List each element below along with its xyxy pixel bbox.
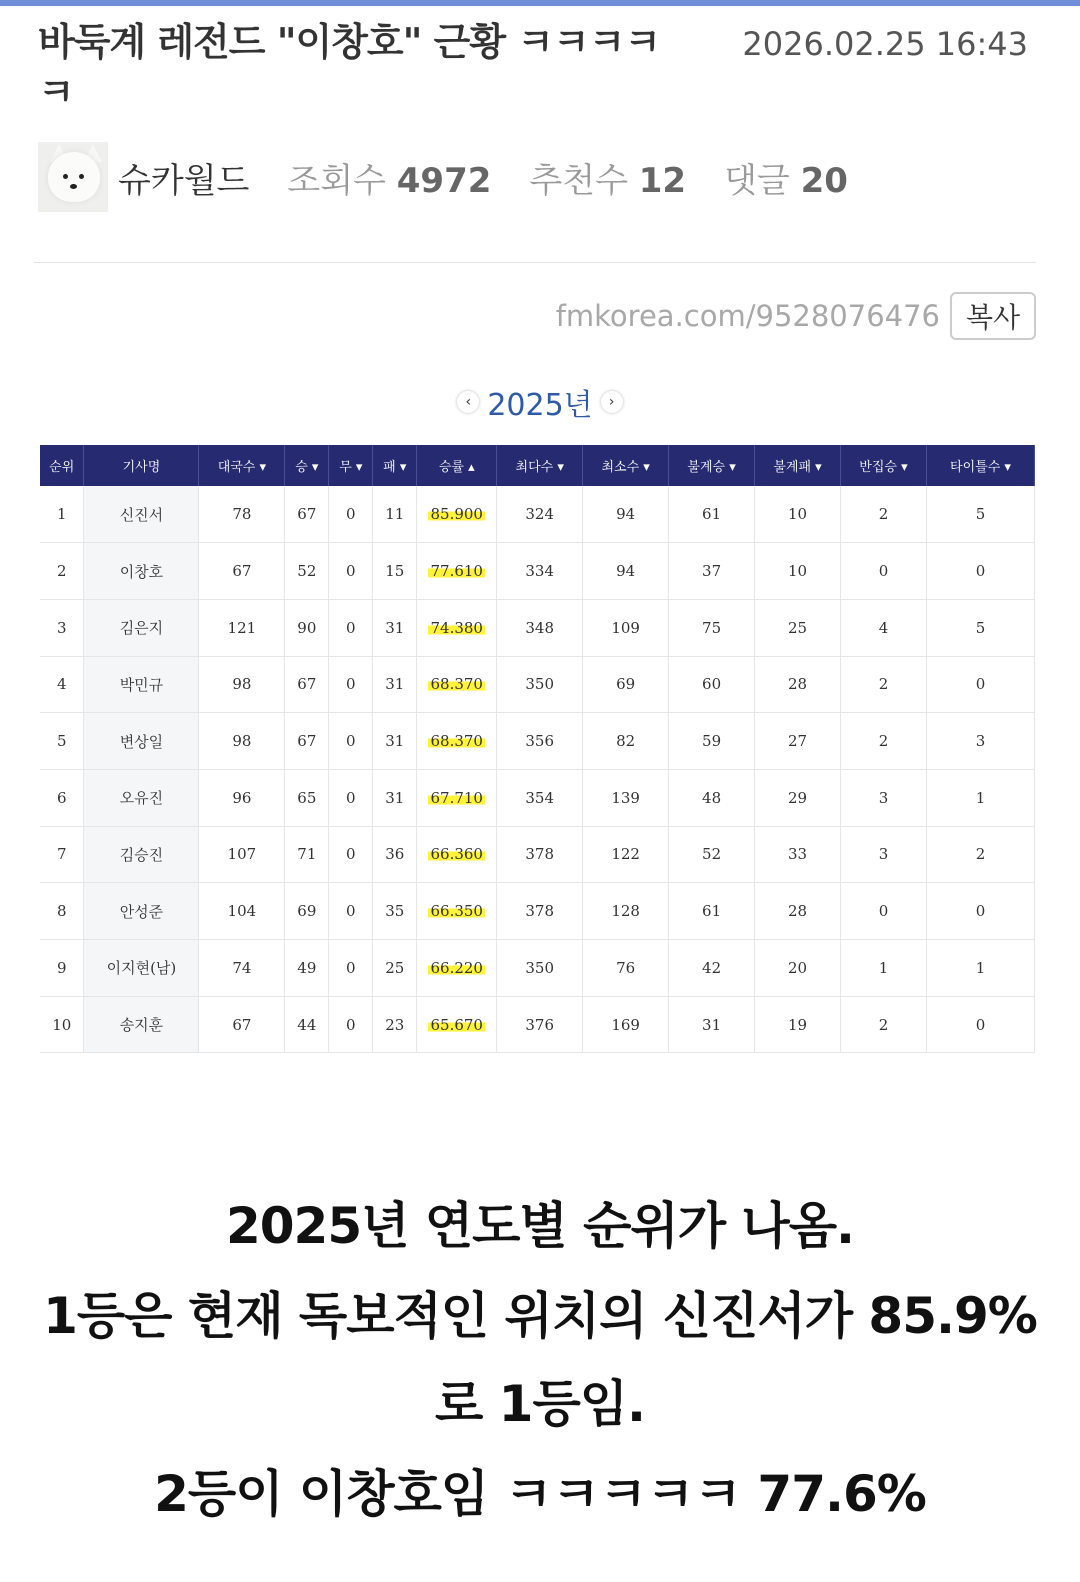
table-cell: 169 xyxy=(583,996,669,1053)
table-cell: 67 xyxy=(285,486,329,543)
table-cell: 7 xyxy=(40,826,84,883)
player-name[interactable]: 박민규 xyxy=(84,656,199,713)
table-cell: 6 xyxy=(40,769,84,826)
win-rate-highlight: 68.370 xyxy=(430,732,483,751)
table-cell: 0 xyxy=(329,940,373,997)
win-rate-highlight: 67.710 xyxy=(430,788,483,807)
post-url[interactable]: fmkorea.com/9528076476 xyxy=(555,299,940,333)
table-cell: 76 xyxy=(583,940,669,997)
table-cell: 1 xyxy=(40,486,84,543)
table-cell: 4 xyxy=(40,656,84,713)
table-cell: 2 xyxy=(926,826,1034,883)
table-row xyxy=(40,826,1035,883)
table-cell: 23 xyxy=(373,996,417,1053)
table-cell xyxy=(417,883,497,940)
next-year-icon[interactable]: › xyxy=(601,391,623,413)
table-cell: 31 xyxy=(373,713,417,770)
table-cell: 15 xyxy=(373,543,417,600)
table-cell: 0 xyxy=(841,543,927,600)
divider xyxy=(34,262,1036,263)
table-cell: 354 xyxy=(497,769,583,826)
table-cell: 10 xyxy=(755,486,841,543)
table-cell: 1 xyxy=(926,769,1034,826)
table-cell: 376 xyxy=(497,996,583,1053)
table-cell: 42 xyxy=(669,940,755,997)
table-cell: 3 xyxy=(40,599,84,656)
table-cell: 69 xyxy=(285,883,329,940)
player-name[interactable]: 이창호 xyxy=(84,543,199,600)
table-cell: 139 xyxy=(583,769,669,826)
player-name[interactable]: 김승진 xyxy=(84,826,199,883)
table-header-row xyxy=(40,445,1035,486)
table-cell: 0 xyxy=(329,656,373,713)
table-cell: 20 xyxy=(755,940,841,997)
recommend-stat: 추천수 12 xyxy=(529,160,687,201)
caption-line-1: 2025년 연도별 순위가 나옴. xyxy=(225,1197,855,1255)
table-row xyxy=(40,883,1035,940)
table-row xyxy=(40,599,1035,656)
column-header: 기사명 xyxy=(84,445,199,486)
table-cell: 0 xyxy=(926,656,1034,713)
table-cell: 19 xyxy=(755,996,841,1053)
table-cell xyxy=(417,543,497,600)
table-cell: 2 xyxy=(841,656,927,713)
table-cell: 5 xyxy=(926,486,1034,543)
table-cell: 90 xyxy=(285,599,329,656)
table-cell: 94 xyxy=(583,486,669,543)
table-cell: 0 xyxy=(329,826,373,883)
table-cell: 36 xyxy=(373,826,417,883)
table-cell xyxy=(417,656,497,713)
table-cell: 2 xyxy=(40,543,84,600)
post-date: 2026.02.25 16:43 xyxy=(742,25,1028,63)
table-cell: 104 xyxy=(199,883,285,940)
table-cell: 28 xyxy=(755,656,841,713)
win-rate-highlight: 77.610 xyxy=(430,562,483,581)
table-cell: 98 xyxy=(199,656,285,713)
player-name[interactable]: 김은지 xyxy=(84,599,199,656)
table-row xyxy=(40,940,1035,997)
table-cell: 5 xyxy=(40,713,84,770)
comments-stat[interactable]: 댓글 20 xyxy=(724,160,848,201)
table-cell: 67 xyxy=(285,656,329,713)
player-name[interactable]: 변상일 xyxy=(84,713,199,770)
table-cell: 27 xyxy=(755,713,841,770)
table-cell: 378 xyxy=(497,826,583,883)
table-cell: 31 xyxy=(373,599,417,656)
author-avatar[interactable] xyxy=(38,142,108,212)
table-cell: 28 xyxy=(755,883,841,940)
table-cell: 35 xyxy=(373,883,417,940)
table-cell: 356 xyxy=(497,713,583,770)
table-cell: 31 xyxy=(373,656,417,713)
table-cell: 49 xyxy=(285,940,329,997)
post-title-text: 바둑계 레전드 "이창호" 근황 ㅋㅋㅋㅋ xyxy=(38,20,661,64)
table-cell: 25 xyxy=(755,599,841,656)
column-header[interactable]: 승률 ▴ xyxy=(417,445,497,486)
table-cell: 109 xyxy=(583,599,669,656)
post-meta xyxy=(38,142,1038,212)
table-row xyxy=(40,543,1035,600)
table-cell: 10 xyxy=(40,996,84,1053)
post-url-row xyxy=(556,292,1036,340)
post-title-continuation: ㅋ xyxy=(38,70,75,114)
table-cell: 0 xyxy=(329,599,373,656)
table-cell: 4 xyxy=(841,599,927,656)
table-cell: 378 xyxy=(497,883,583,940)
table-cell: 0 xyxy=(329,543,373,600)
table-cell: 0 xyxy=(329,713,373,770)
table-cell: 37 xyxy=(669,543,755,600)
win-rate-highlight: 66.220 xyxy=(430,958,483,977)
column-header[interactable]: 대국수 ▾ xyxy=(199,445,285,486)
column-header[interactable]: 타이틀수 ▾ xyxy=(926,445,1034,486)
table-cell: 0 xyxy=(329,883,373,940)
column-header[interactable]: 불계승 ▾ xyxy=(669,445,755,486)
table-cell: 31 xyxy=(669,996,755,1053)
win-rate-highlight: 68.370 xyxy=(430,675,483,694)
table-cell: 74 xyxy=(199,940,285,997)
table-cell: 128 xyxy=(583,883,669,940)
column-header[interactable]: 최다수 ▾ xyxy=(497,445,583,486)
table-cell: 98 xyxy=(199,713,285,770)
table-cell: 29 xyxy=(755,769,841,826)
table-cell xyxy=(417,486,497,543)
table-cell: 61 xyxy=(669,883,755,940)
caption-line-4: 2등이 이창호임 ㅋㅋㅋㅋㅋ 77.6% xyxy=(154,1465,926,1523)
table-cell: 0 xyxy=(841,883,927,940)
table-cell: 31 xyxy=(373,769,417,826)
table-cell: 69 xyxy=(583,656,669,713)
table-cell: 0 xyxy=(926,996,1034,1053)
table-cell: 0 xyxy=(329,486,373,543)
table-cell: 3 xyxy=(841,826,927,883)
table-cell: 10 xyxy=(755,543,841,600)
table-cell: 1 xyxy=(926,940,1034,997)
post-title xyxy=(38,18,1038,118)
table-row xyxy=(40,656,1035,713)
table-cell: 61 xyxy=(669,486,755,543)
table-cell: 3 xyxy=(926,713,1034,770)
player-name[interactable]: 신진서 xyxy=(84,486,199,543)
views-stat: 조회수 4972 xyxy=(287,160,492,201)
table-row xyxy=(40,996,1035,1053)
table-cell: 25 xyxy=(373,940,417,997)
table-cell: 60 xyxy=(669,656,755,713)
table-cell xyxy=(417,769,497,826)
table-cell: 65 xyxy=(285,769,329,826)
table-cell: 82 xyxy=(583,713,669,770)
table-cell: 2 xyxy=(841,996,927,1053)
table-cell: 348 xyxy=(497,599,583,656)
year-navigation xyxy=(0,380,1080,424)
table-cell xyxy=(417,940,497,997)
table-cell: 96 xyxy=(199,769,285,826)
table-cell: 324 xyxy=(497,486,583,543)
player-name[interactable]: 오유진 xyxy=(84,769,199,826)
table-cell: 334 xyxy=(497,543,583,600)
win-rate-highlight: 66.350 xyxy=(430,902,483,921)
table-cell: 67 xyxy=(285,713,329,770)
year-label: 2025년 xyxy=(487,388,593,423)
player-name[interactable]: 송지훈 xyxy=(84,996,199,1053)
caption-line-2: 1등은 현재 독보적인 위치의 신진서가 85.9% xyxy=(43,1287,1037,1345)
table-cell: 0 xyxy=(926,883,1034,940)
win-rate-highlight: 85.900 xyxy=(430,505,483,524)
prev-year-icon[interactable]: ‹ xyxy=(457,391,479,413)
table-cell: 5 xyxy=(926,599,1034,656)
author-name[interactable]: 슈카월드 xyxy=(118,160,250,201)
table-cell: 59 xyxy=(669,713,755,770)
table-cell: 94 xyxy=(583,543,669,600)
table-cell: 1 xyxy=(841,940,927,997)
column-header[interactable]: 무 ▾ xyxy=(329,445,373,486)
table-cell: 44 xyxy=(285,996,329,1053)
table-cell: 8 xyxy=(40,883,84,940)
table-cell: 2 xyxy=(841,486,927,543)
table-cell: 67 xyxy=(199,543,285,600)
win-rate-highlight: 74.380 xyxy=(430,618,483,637)
column-header[interactable]: 패 ▾ xyxy=(373,445,417,486)
table-row xyxy=(40,769,1035,826)
table-cell: 0 xyxy=(926,543,1034,600)
top-accent-bar xyxy=(0,0,1080,6)
column-header: 순위 xyxy=(40,445,84,486)
table-cell: 75 xyxy=(669,599,755,656)
table-cell: 78 xyxy=(199,486,285,543)
copy-url-button[interactable]: 복사 xyxy=(950,292,1036,340)
table-cell: 67 xyxy=(199,996,285,1053)
win-rate-highlight: 65.670 xyxy=(430,1015,483,1034)
column-header[interactable]: 승 ▾ xyxy=(285,445,329,486)
table-cell: 121 xyxy=(199,599,285,656)
table-cell: 52 xyxy=(669,826,755,883)
table-cell: 71 xyxy=(285,826,329,883)
table-body xyxy=(40,486,1035,1053)
table-row xyxy=(40,486,1035,543)
table-row xyxy=(40,713,1035,770)
table-cell: 2 xyxy=(841,713,927,770)
caption-line-3: 로 1등임. xyxy=(434,1375,646,1433)
table-cell: 52 xyxy=(285,543,329,600)
column-header[interactable]: 반집승 ▾ xyxy=(841,445,927,486)
table-cell: 350 xyxy=(497,940,583,997)
player-name[interactable]: 안성준 xyxy=(84,883,199,940)
table-cell xyxy=(417,599,497,656)
table-cell xyxy=(417,826,497,883)
table-cell: 33 xyxy=(755,826,841,883)
player-name[interactable]: 이지현(남) xyxy=(84,940,199,997)
table-cell: 48 xyxy=(669,769,755,826)
table-cell: 350 xyxy=(497,656,583,713)
column-header[interactable]: 불계패 ▾ xyxy=(755,445,841,486)
column-header[interactable]: 최소수 ▾ xyxy=(583,445,669,486)
table-cell: 122 xyxy=(583,826,669,883)
table-cell: 0 xyxy=(329,996,373,1053)
table-cell: 0 xyxy=(329,769,373,826)
ranking-table xyxy=(40,445,1035,1053)
table-cell xyxy=(417,996,497,1053)
table-cell: 11 xyxy=(373,486,417,543)
table-cell xyxy=(417,713,497,770)
table-cell: 9 xyxy=(40,940,84,997)
table-cell: 107 xyxy=(199,826,285,883)
win-rate-highlight: 66.360 xyxy=(430,845,483,864)
table-cell: 3 xyxy=(841,769,927,826)
